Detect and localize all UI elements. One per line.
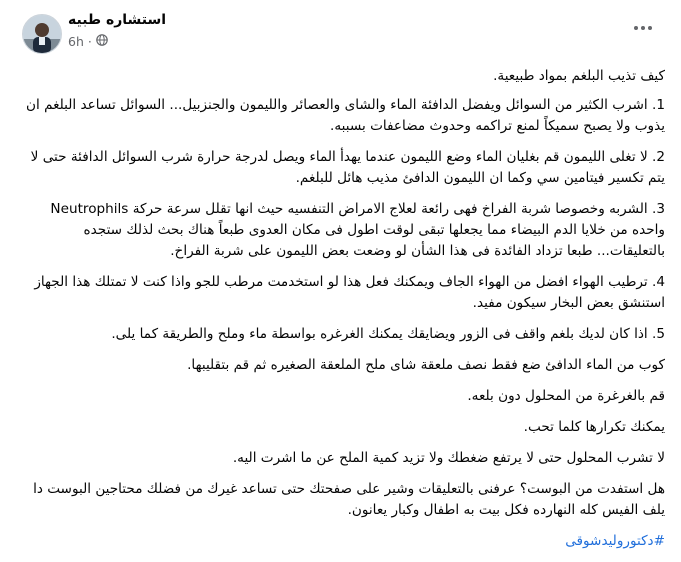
post-paragraph-4: 4. ترطيب الهواء افضل من الهواء الجاف ويمكنك فعل هذا لو استخدمت مرطب للجو واذا كنت لا تمتلك هذا الجهاز استنشق بعض البخار سيكون مفيد. (34, 274, 665, 311)
post-paragraph-6: كوب من الماء الدافئ ضع فقط نصف ملعقة شاى ملح الملعقة الصغيره ثم قم بتقليبها. (187, 357, 665, 373)
post-body (14, 66, 665, 562)
post-paragraph-2: 2. لا تغلى الليمون قم بغليان الماء وضع الليمون عندما يهدأ الماء ويصل لدرجة حرارة شرب السوائل الدافئة حتى لا يتم تكسير فيتامين سي وكما ان الليمون الدافئ مذيب هائل للبلغم. (30, 149, 665, 186)
post-time[interactable]: 6h (68, 34, 84, 49)
globe-icon[interactable] (96, 34, 108, 49)
post-meta (68, 12, 166, 49)
post-paragraph-10: هل استفدت من البوست؟ عرفنى بالتعليقات وشير على صفحتك حتى تساعد غيرك من فضلك محتاجين البوست دا يلف الفيس كله النهارده فكل بيت به اطفال وكبار يعانون. (33, 481, 665, 518)
post-paragraph-5: 5. اذا كان لديك بلغم واقف فى الزور ويضايقك يمكنك الغرغره بواسطة ماء وملح والطريقة كما يلى. (111, 326, 665, 342)
post-subline (68, 34, 166, 49)
hashtag-link[interactable]: #دكتوروليدشوقى (565, 533, 665, 549)
profile-photo-icon (23, 15, 61, 53)
post-paragraph-1: 1. اشرب الكثير من السوائل ويفضل الدافئة الماء والشاى والعصائر والليمون والجنزبيل... السوائل تساعد البلغم ان يذوب ولا يصبح سميكاً لمنع تراكمه وحدوث مضاعفات بسببه. (26, 97, 665, 134)
post-paragraph-8: يمكنك تكرارها كلما تحب. (523, 419, 665, 435)
more-options-button[interactable] (629, 18, 657, 38)
post-header (0, 12, 681, 58)
separator-dot: · (87, 34, 92, 49)
author-avatar[interactable] (22, 14, 62, 54)
post-intro: كيف تذيب البلغم بمواد طبيعية. (493, 68, 665, 84)
author-name[interactable]: استشاره طبيه (68, 12, 167, 28)
more-options-icon (648, 26, 652, 30)
post-paragraph-9: لا تشرب المحلول حتى لا يرتفع ضغطك ولا تزيد كمية الملح عن ما اشرت اليه. (232, 450, 665, 466)
post-paragraph-7: قم بالغرغرة من المحلول دون بلعه. (467, 388, 665, 404)
post-paragraph-3: 3. الشربه وخصوصا شربة الفراخ فهى رائعة لعلاج الامراض التنفسيه حيث انها تقلل سرعة حركة Neutrophils واحده من خلايا الدم البيضاء مما يجعلها تبقى لوقت اطول فى مكان العدوى طبعاً هناك بحث لذلك ستجده بالتعليقات... طبعا تزداد الفائدة فى هذا الشأن لو وضعت بعض الليمون على شربة الفراخ. (50, 201, 665, 259)
